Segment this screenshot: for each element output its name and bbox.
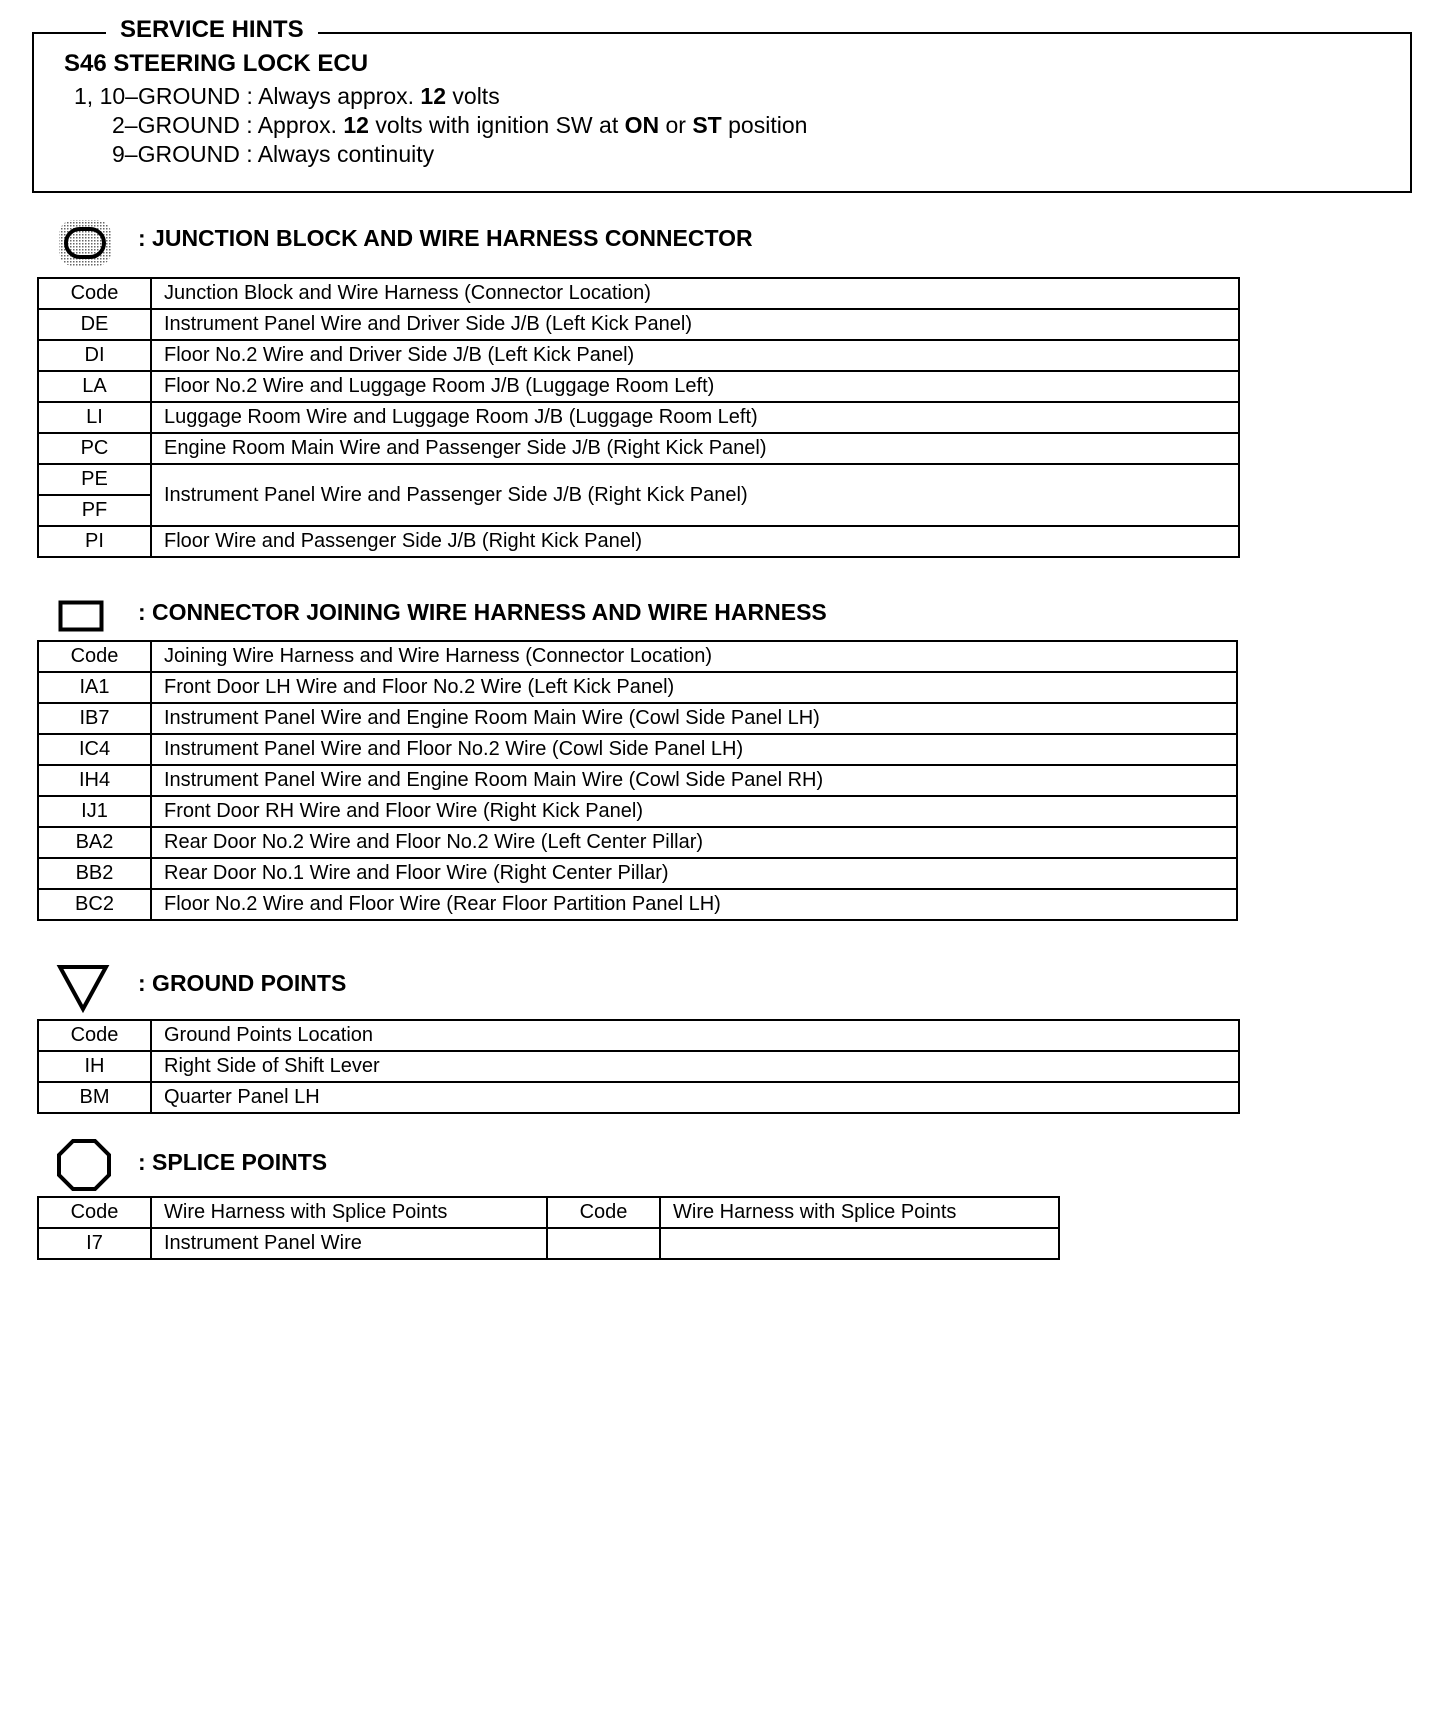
desc-header: Wire Harness with Splice Points: [151, 1197, 547, 1228]
table-row: [38, 402, 1239, 433]
row-desc: Instrument Panel Wire and Floor No.2 Wire (Cowl Side Panel LH): [151, 734, 1237, 765]
row-desc: Floor No.2 Wire and Driver Side J/B (Left Kick Panel): [151, 340, 1239, 371]
desc-header: Junction Block and Wire Harness (Connector Location): [151, 278, 1239, 309]
splice-heading: : SPLICE POINTS: [138, 1149, 328, 1175]
row-code: IH: [38, 1051, 151, 1082]
table-row: [38, 1228, 1059, 1259]
row-desc: Floor No.2 Wire and Luggage Room J/B (Luggage Room Left): [151, 371, 1239, 402]
table-row: [38, 433, 1239, 464]
table-header-row: [38, 1197, 1059, 1228]
desc-header: Wire Harness with Splice Points: [660, 1197, 1059, 1228]
row-desc: Instrument Panel Wire and Driver Side J/B (Left Kick Panel): [151, 309, 1239, 340]
table-row: [38, 703, 1237, 734]
row-code: IH4: [38, 765, 151, 796]
table-row: [38, 309, 1239, 340]
desc-header: Ground Points Location: [151, 1020, 1239, 1051]
connector-table: [37, 640, 1238, 921]
connector-heading: : CONNECTOR JOINING WIRE HARNESS AND WIRE HARNESS: [138, 599, 827, 625]
ground-heading: : GROUND POINTS: [138, 970, 347, 996]
row-code: DI: [38, 340, 151, 371]
table-row: [38, 526, 1239, 557]
table-row: [38, 371, 1239, 402]
ground-table: [37, 1019, 1240, 1114]
row-desc: Rear Door No.2 Wire and Floor No.2 Wire (Left Center Pillar): [151, 827, 1237, 858]
row-code: IJ1: [38, 796, 151, 827]
service-hints-title: SERVICE HINTS: [106, 16, 318, 44]
row-desc: Rear Door No.1 Wire and Floor Wire (Right Center Pillar): [151, 858, 1237, 889]
row-desc: Luggage Room Wire and Luggage Room J/B (Luggage Room Left): [151, 402, 1239, 433]
table-row: [38, 1082, 1239, 1113]
hint-line-3: 9–GROUND : Always continuity: [112, 141, 435, 167]
row-code: PE: [38, 464, 151, 495]
desc-header: Joining Wire Harness and Wire Harness (Connector Location): [151, 641, 1237, 672]
row-code: PF: [38, 495, 151, 526]
row-code: PI: [38, 526, 151, 557]
row-code: IB7: [38, 703, 151, 734]
row-code: [547, 1228, 660, 1259]
table-row: [38, 672, 1237, 703]
row-desc: [660, 1228, 1059, 1259]
hint-line-1: 1, 10–GROUND : Always approx. 12 volts: [74, 83, 500, 109]
table-header-row: [38, 1020, 1239, 1051]
row-desc: Right Side of Shift Lever: [151, 1051, 1239, 1082]
row-desc: Front Door LH Wire and Floor No.2 Wire (Left Kick Panel): [151, 672, 1237, 703]
row-code: BC2: [38, 889, 151, 920]
code-header: Code: [38, 1020, 151, 1051]
junction-table: [37, 277, 1240, 558]
row-code: IC4: [38, 734, 151, 765]
table-row: [38, 765, 1237, 796]
code-header: Code: [547, 1197, 660, 1228]
table-row: [38, 827, 1237, 858]
connector-square-icon: [58, 600, 104, 632]
table-row: [38, 1051, 1239, 1082]
row-desc: Floor No.2 Wire and Floor Wire (Rear Floor Partition Panel LH): [151, 889, 1237, 920]
table-row: [38, 734, 1237, 765]
splice-octagon-icon: [56, 1138, 112, 1192]
table-header-row: [38, 641, 1237, 672]
row-desc: Engine Room Main Wire and Passenger Side J/B (Right Kick Panel): [151, 433, 1239, 464]
table-row: [38, 340, 1239, 371]
code-header: Code: [38, 278, 151, 309]
row-code: BB2: [38, 858, 151, 889]
table-row: [38, 858, 1237, 889]
ground-triangle-icon: [56, 963, 110, 1013]
code-header: Code: [38, 1197, 151, 1228]
row-code: IA1: [38, 672, 151, 703]
row-desc: Instrument Panel Wire and Engine Room Main Wire (Cowl Side Panel RH): [151, 765, 1237, 796]
splice-table: [37, 1196, 1060, 1260]
code-header: Code: [38, 641, 151, 672]
row-code: I7: [38, 1228, 151, 1259]
row-desc: Front Door RH Wire and Floor Wire (Right Kick Panel): [151, 796, 1237, 827]
table-header-row: [38, 278, 1239, 309]
row-code: LA: [38, 371, 151, 402]
row-code: BM: [38, 1082, 151, 1113]
table-row: [38, 889, 1237, 920]
ecu-title: S46 STEERING LOCK ECU: [64, 50, 369, 77]
row-code: LI: [38, 402, 151, 433]
row-desc: Floor Wire and Passenger Side J/B (Right Kick Panel): [151, 526, 1239, 557]
row-desc: Instrument Panel Wire and Engine Room Main Wire (Cowl Side Panel LH): [151, 703, 1237, 734]
row-desc: Instrument Panel Wire: [151, 1228, 547, 1259]
row-code: PC: [38, 433, 151, 464]
row-code: DE: [38, 309, 151, 340]
junction-heading: : JUNCTION BLOCK AND WIRE HARNESS CONNECTOR: [138, 225, 753, 251]
junction-block-icon: [58, 219, 112, 267]
table-row: [38, 464, 1239, 495]
row-desc: Instrument Panel Wire and Passenger Side J/B (Right Kick Panel): [151, 464, 1239, 526]
table-row: [38, 796, 1237, 827]
row-desc: Quarter Panel LH: [151, 1082, 1239, 1113]
row-code: BA2: [38, 827, 151, 858]
hint-line-2: 2–GROUND : Approx. 12 volts with ignition SW at ON or ST position: [112, 112, 808, 138]
